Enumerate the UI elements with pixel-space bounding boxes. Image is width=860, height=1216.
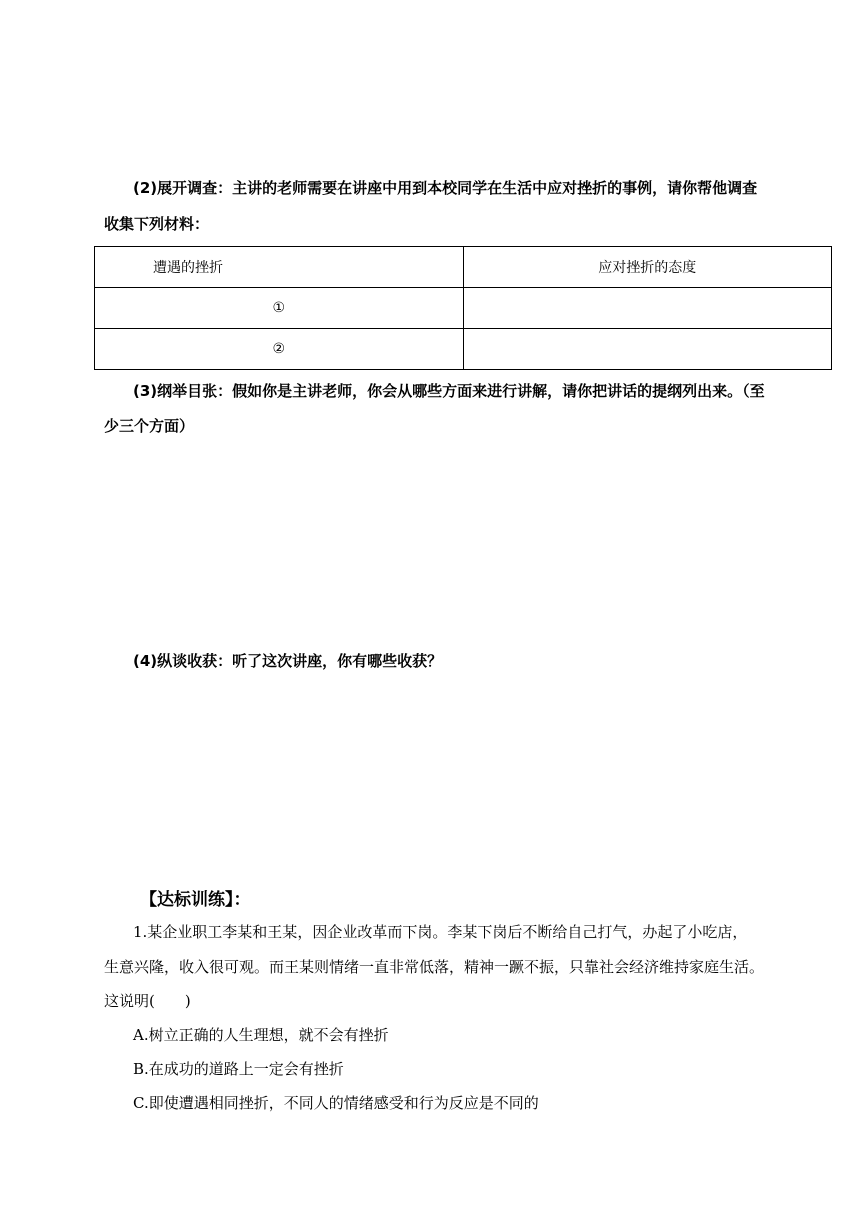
training-q1-line2: 生意兴隆，收入很可观。而王某则情绪一直非常低落，精神一蹶不振，只靠社会经济维持家庭生活。: [104, 958, 765, 976]
q2-line1: (2)展开调查：主讲的老师需要在讲座中用到本校同学在生活中应对挫折的事例，请你帮他调查: [133, 179, 758, 197]
training-title: 【达标训练】：: [140, 890, 251, 910]
table-row: [95, 288, 832, 329]
table-header-row: [95, 247, 832, 288]
header-attitude: 应对挫折的态度: [463, 247, 832, 288]
training-q1-line3: 这说明( ): [104, 992, 191, 1010]
survey-table: [94, 246, 832, 370]
training-q1-line1: 1.某企业职工李某和王某，因企业改革而下岗。李某下岗后不断给自己打气，办起了小吃店，: [133, 923, 748, 941]
header-setback: 遭遇的挫折: [95, 247, 464, 288]
row2-setback[interactable]: ②: [95, 329, 464, 370]
q2-line2: 收集下列材料：: [104, 215, 210, 233]
row1-setback[interactable]: ①: [95, 288, 464, 329]
table-row: [95, 329, 832, 370]
option-c[interactable]: C.即使遭遇相同挫折，不同人的情绪感受和行为反应是不同的: [133, 1094, 539, 1112]
q3-line1: (3)纲举目张：假如你是主讲老师，你会从哪些方面来进行讲解，请你把讲话的提纲列出来。（至: [133, 382, 765, 400]
row1-attitude[interactable]: [463, 288, 832, 329]
q4-line1: (4)纵谈收获：听了这次讲座，你有哪些收获？: [133, 652, 443, 670]
option-b[interactable]: B.在成功的道路上一定会有挫折: [133, 1060, 344, 1078]
option-a[interactable]: A.树立正确的人生理想，就不会有挫折: [133, 1026, 389, 1044]
q3-line2: 少三个方面）: [104, 417, 195, 435]
row2-attitude[interactable]: [463, 329, 832, 370]
